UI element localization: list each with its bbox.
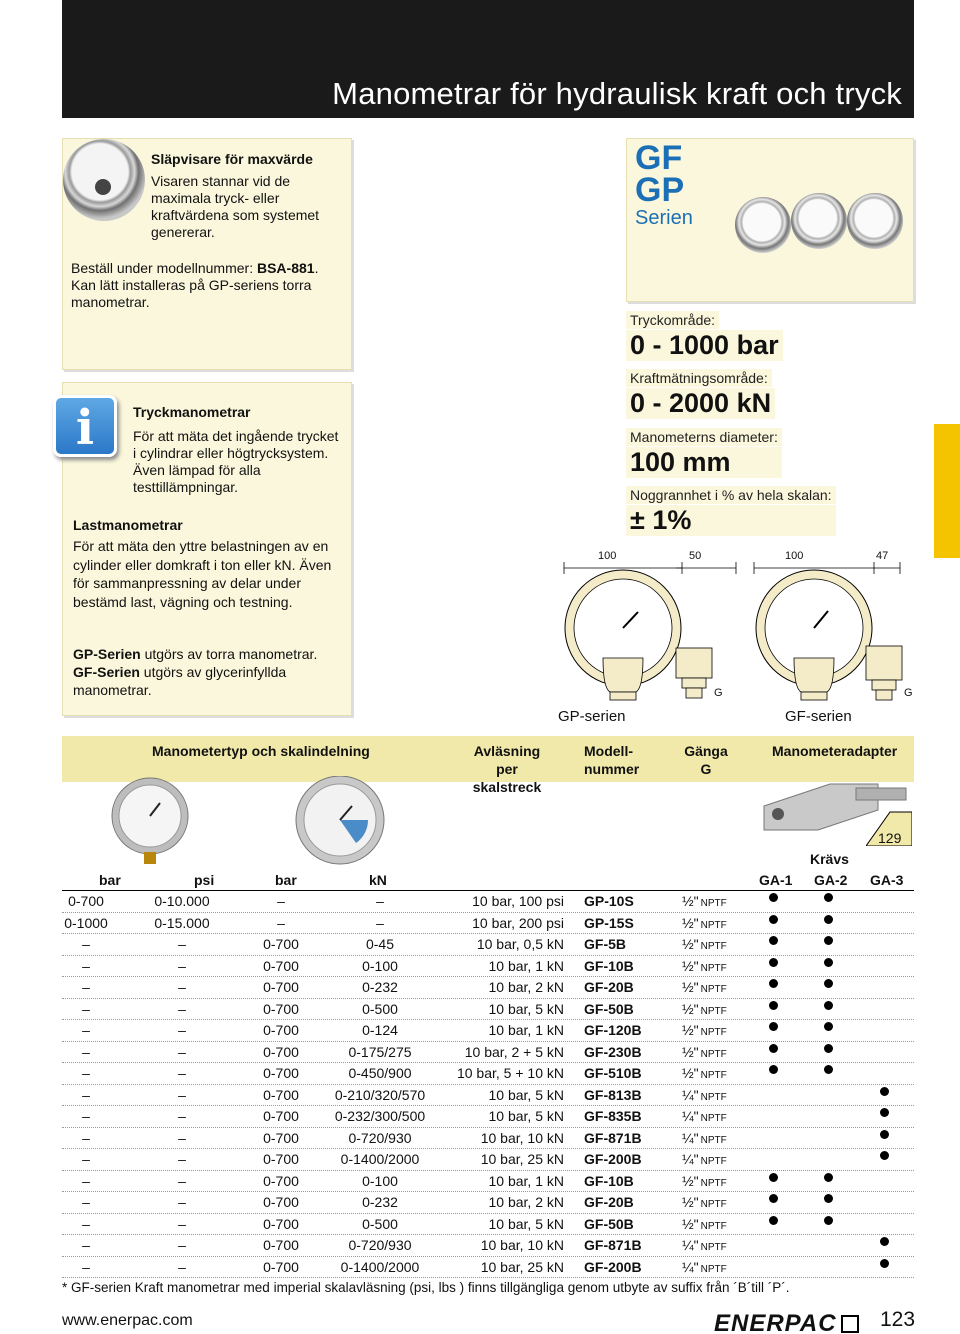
required-dot-icon [824,915,833,924]
unit-bar: bar [99,872,121,888]
required-dot-icon [824,1173,833,1182]
gauge-drawing [548,548,928,728]
cell-thread: ½" NPTF [682,957,727,974]
header-type: Manometertyp och skalindelning [152,743,370,759]
cell-thread: ½" NPTF [682,979,727,995]
cell-kn: 0-45 [365,936,395,952]
series-box [626,138,914,302]
required-dot-icon [824,893,833,902]
cell-reading: 10 bar, 5 kN [488,1108,564,1124]
required-dot-icon [769,1216,778,1225]
max-pointer-note [62,138,352,370]
cell-thread: ¼" NPTF [682,1086,727,1103]
cell-kn: 0-500 [362,1000,398,1017]
cell-bar: – [82,957,90,974]
cell-bar: – [82,1043,90,1060]
cell-model: GF-10B [584,957,634,974]
cell-psi: – [178,1151,186,1167]
cell-bar: – [82,1151,90,1167]
dim-label: 47 [876,550,889,562]
cell-psi: – [178,936,186,952]
cell-model: GF-871B [584,1237,642,1253]
cell-reading: 10 bar, 10 kN [480,1237,564,1253]
cell-psi: – [178,957,186,974]
cell-model: GF-835B [584,1108,642,1124]
table-row [62,913,914,935]
required-dot-icon [769,893,778,902]
cell-bar: – [82,936,90,952]
required-dot-icon [880,1108,889,1117]
header-model-1: Modell- [584,743,633,759]
cell-reading: 10 bar, 5 kN [488,1000,564,1017]
order-prefix: Beställ under modellnummer: [71,260,257,276]
cell-bar-2: 0-700 [263,936,299,952]
table-row [62,1257,914,1279]
cell-bar: – [82,1108,90,1124]
table-row [62,1063,914,1085]
cell-kn: 0-175/275 [348,1043,412,1060]
cell-psi: – [178,1065,186,1081]
thread-label: G [714,687,723,699]
cell-psi: – [178,1194,186,1210]
series-gf: GF [635,139,683,177]
range-value: 0 - 1000 bar [626,330,783,361]
cell-thread: ½" NPTF [682,1172,727,1189]
required-dot-icon [769,915,778,924]
cell-reading: 10 bar, 25 kN [480,1151,564,1167]
required-dot-icon [769,936,778,945]
series-label: Serien [635,207,693,229]
cell-thread: ¼" NPTF [682,1129,727,1146]
force-label: Kraftmätningsområde: [626,369,772,387]
header-reading [462,742,552,796]
cell-model: GF-50B [584,1000,634,1017]
gp-rest: utgörs av torra manometrar. [140,646,318,662]
required-dot-icon [880,1130,889,1139]
footnote: * GF-serien Kraft manometrar med imperial skalavläsning (psi, lbs ) finns tillgängliga genom utbyte av suffix från ´B´till ´P´. [62,1280,790,1295]
adapter-ga2: GA-2 [814,872,848,888]
cell-bar: – [82,1086,90,1103]
cell-model: GF-5B [584,936,626,952]
cell-model: GP-10S [584,893,634,909]
cell-psi: – [178,1172,186,1189]
last-title: Lastmanometrar [73,517,183,533]
table-row [62,1128,914,1150]
diameter-value: 100 mm [626,447,782,478]
required-dot-icon [824,1065,833,1074]
tryck-title: Tryckmanometrar [133,404,251,420]
cell-model: GF-120B [584,1022,642,1038]
required-dot-icon [824,1044,833,1053]
cell-kn: 0-720/930 [348,1237,412,1253]
required-dot-icon [769,1065,778,1074]
cell-bar-2: 0-700 [263,1086,299,1103]
cell-reading: 10 bar, 0,5 kN [476,936,564,952]
dim-label: 100 [785,550,804,562]
cell-bar-2: 0-700 [263,957,299,974]
table-row [62,1192,914,1214]
header-model-2: nummer [584,761,640,777]
cell-bar-2: 0-700 [263,1215,299,1232]
unit-row [62,869,914,891]
required-dot-icon [880,1237,889,1246]
page-header [62,0,914,118]
required-dot-icon [824,958,833,967]
required-dot-icon [880,1087,889,1096]
series-gp: GP [635,171,685,209]
required-dot-icon [769,1022,778,1031]
thread-label: G [904,687,913,699]
cell-bar-2: 0-700 [263,1108,299,1124]
cell-thread: ¼" NPTF [682,1258,727,1275]
cell-kn: – [376,893,384,909]
note-body: Visaren stannar vid de maximala tryck- eller kraftvärdena som systemet genererar. [151,173,320,240]
cell-thread: ½" NPTF [682,1215,727,1232]
header-adapter: Manometeradapter [772,743,898,759]
cell-kn: – [376,914,384,931]
cell-model: GF-10B [584,1172,634,1189]
diameter-label: Manometerns diameter: [626,428,782,446]
cell-bar: – [82,1215,90,1232]
cell-psi: – [178,1108,186,1124]
cell-kn: 0-210/320/570 [334,1086,426,1103]
cell-bar: – [82,1258,90,1275]
cell-bar-2: 0-700 [263,1022,299,1038]
cell-reading: 10 bar, 1 kN [488,1022,564,1038]
cell-psi: – [178,1043,186,1060]
cell-psi: – [178,1258,186,1275]
page-number: 123 [880,1308,916,1331]
required-dot-icon [880,1259,889,1268]
cell-kn: 0-1400/2000 [340,1151,420,1167]
cell-bar-2: – [277,914,285,931]
note-bottom-text: Kan lätt installeras på GP-seriens torra manometrar. [71,277,312,310]
unit-psi: psi [194,872,215,888]
cell-bar-2: 0-700 [263,1237,299,1253]
cell-model: GF-20B [584,979,634,995]
table-row [62,1085,914,1107]
cell-bar-2: 0-700 [263,1172,299,1189]
cell-kn: 0-232 [362,979,398,995]
cell-kn: 0-500 [362,1215,398,1232]
cell-reading: 10 bar, 2 kN [488,979,564,995]
required-dot-icon [769,1001,778,1010]
required-dot-icon [769,1044,778,1053]
table-row [62,1214,914,1236]
cell-kn: 0-232/300/500 [334,1108,426,1124]
gauge-image [791,193,847,249]
cell-model: GF-813B [584,1086,642,1103]
table-row [62,999,914,1021]
cell-kn: 0-450/900 [348,1065,412,1081]
cell-bar: – [82,1194,90,1210]
cell-bar: 0-700 [68,893,104,909]
unit-bar-2: bar [275,872,297,888]
gf-rest: utgörs av glycerinfyllda manometrar. [73,664,287,698]
table-row [62,1171,914,1193]
cell-thread: ½" NPTF [682,893,727,909]
cell-model: GF-510B [584,1065,642,1081]
cell-reading: 10 bar, 5 kN [488,1215,564,1232]
cell-bar-2: 0-700 [263,1194,299,1210]
cell-bar: – [82,1237,90,1253]
table-row [62,1020,914,1042]
cell-kn: 0-100 [362,957,398,974]
cell-bar-2: 0-700 [263,1043,299,1060]
order-model: BSA-881 [256,260,315,276]
required-dot-icon [769,1194,778,1203]
logo-mark-icon [841,1315,859,1333]
dim-label: 100 [598,550,617,562]
header-reading-1: Avläsning [473,743,541,759]
cell-thread: ½" NPTF [682,914,727,931]
cell-kn: 0-232 [362,1194,398,1210]
header-reading-2: per skalstreck [472,761,542,795]
cell-bar: – [82,979,90,995]
cell-bar: – [82,1000,90,1017]
cell-psi: – [178,1022,186,1038]
dim-label: 50 [689,550,702,562]
last-body: För att mäta den yttre belastningen av en cylinder eller domkraft i ton eller kN. Även för sammanpressning av delar under bestämd last, vägning och testning. [73,538,332,610]
required-dot-icon [769,958,778,967]
required-label: Krävs [810,851,849,867]
required-dot-icon [880,1151,889,1160]
table-row [62,1042,914,1064]
cell-kn: 0-1400/2000 [340,1258,420,1275]
cell-reading: 10 bar, 100 psi [472,893,564,909]
cell-bar-2: 0-700 [263,979,299,995]
accuracy-label: Noggrannhet i % av hela skalan: [626,486,836,504]
force-value: 0 - 2000 kN [626,388,775,419]
cell-reading: 10 bar, 1 kN [488,957,564,974]
table-row [62,1149,914,1171]
cell-bar: 0-1000 [64,914,108,931]
cell-kn: 0-100 [362,1172,398,1189]
cell-thread: ½" NPTF [682,1022,727,1038]
cell-psi: – [178,1215,186,1232]
cell-psi: 0-10.000 [154,893,210,909]
cell-reading: 10 bar, 5 + 10 kN [456,1065,564,1081]
required-dot-icon [824,1022,833,1031]
website-url: www.enerpac.com [62,1312,193,1329]
cell-model: GP-15S [584,914,634,931]
cell-model: GF-871B [584,1129,642,1146]
cell-bar: – [82,1022,90,1038]
gauge-photos [110,776,450,870]
gp-bold: GP-Serien [73,646,141,662]
adapter-page-ref: 129 [878,830,902,846]
table-row [62,977,914,999]
adapter-ga3: GA-3 [870,872,904,888]
max-pointer-gauge-image [63,139,145,221]
cell-bar: – [82,1129,90,1146]
note-title: Släpvisare för maxvärde [151,151,313,167]
brand-logo [714,1310,859,1334]
cell-psi: – [178,1000,186,1017]
model-table-body [62,891,914,1278]
required-dot-icon [824,936,833,945]
cell-model: GF-200B [584,1258,642,1275]
table-row [62,891,914,913]
series-note [73,645,343,699]
cell-reading: 10 bar, 1 kN [488,1172,564,1189]
cell-thread: ½" NPTF [682,1000,727,1017]
cell-thread: ½" NPTF [682,1043,727,1060]
table-row [62,1235,914,1257]
table-row [62,1106,914,1128]
page-title: Manometrar för hydraulisk kraft och tryck [332,76,902,111]
tryck-body: För att mäta det ingående trycket i cylindrar eller högtrycksystem. Även lämpad för alla testtillämpningar. [133,428,339,495]
cell-bar-2: 0-700 [263,1258,299,1275]
header-thread [682,742,730,778]
cell-kn: 0-720/930 [348,1129,412,1146]
caption-gp: GP-serien [558,708,626,725]
gauge-image [735,197,791,253]
cell-model: GF-230B [584,1043,642,1060]
cell-psi: 0-15.000 [154,914,210,931]
cell-reading: 10 bar, 2 + 5 kN [464,1043,564,1060]
note-order: Beställ under modellnummer: BSA-881. Kan lätt installeras på GP-seriens torra manometrar. [71,260,319,310]
info-box [62,382,352,716]
cell-reading: 10 bar, 200 psi [472,914,564,931]
adapter-ga1: GA-1 [759,872,793,888]
table-row [62,956,914,978]
header-model [584,742,639,778]
cell-thread: ½" NPTF [682,1194,727,1210]
cell-thread: ¼" NPTF [682,1108,727,1124]
cell-kn: 0-124 [362,1022,398,1038]
cell-reading: 10 bar, 25 kN [480,1258,564,1275]
cell-bar-2: 0-700 [263,1000,299,1017]
cell-psi: – [178,1129,186,1146]
cell-bar-2: 0-700 [263,1129,299,1146]
required-dot-icon [824,979,833,988]
info-icon: i [53,395,117,457]
required-dot-icon [769,979,778,988]
cell-thread: ½" NPTF [682,936,727,952]
cell-psi: – [178,1237,186,1253]
cell-reading: 10 bar, 10 kN [480,1129,564,1146]
cell-bar-2: 0-700 [263,1065,299,1081]
cell-bar-2: 0-700 [263,1151,299,1167]
cell-bar: – [82,1172,90,1189]
caption-gf: GF-serien [785,708,852,725]
cell-model: GF-20B [584,1194,634,1210]
cell-bar: – [82,1065,90,1081]
side-tab-marker [934,424,960,558]
accuracy-value: ± 1% [626,505,836,536]
cell-model: GF-50B [584,1215,634,1232]
gauge-image [847,193,903,249]
cell-reading: 10 bar, 2 kN [488,1194,564,1210]
range-label: Tryckområde: [626,311,719,329]
gf-bold: GF-Serien [73,664,140,680]
cell-model: GF-200B [584,1151,642,1167]
cell-thread: ½" NPTF [682,1065,727,1081]
cell-psi: – [178,1086,186,1103]
logo-text: ENERPAC [714,1310,837,1334]
cell-psi: – [178,979,186,995]
unit-kn: kN [369,872,387,888]
required-dot-icon [824,1001,833,1010]
required-dot-icon [824,1194,833,1203]
cell-bar-2: – [277,893,285,909]
header-thread-1: Gänga [684,743,728,759]
required-dot-icon [769,1173,778,1182]
required-dot-icon [824,1216,833,1225]
table-row [62,934,914,956]
cell-reading: 10 bar, 5 kN [488,1086,564,1103]
cell-thread: ¼" NPTF [682,1151,727,1167]
header-thread-2: G [700,761,712,777]
cell-thread: ¼" NPTF [682,1237,727,1253]
